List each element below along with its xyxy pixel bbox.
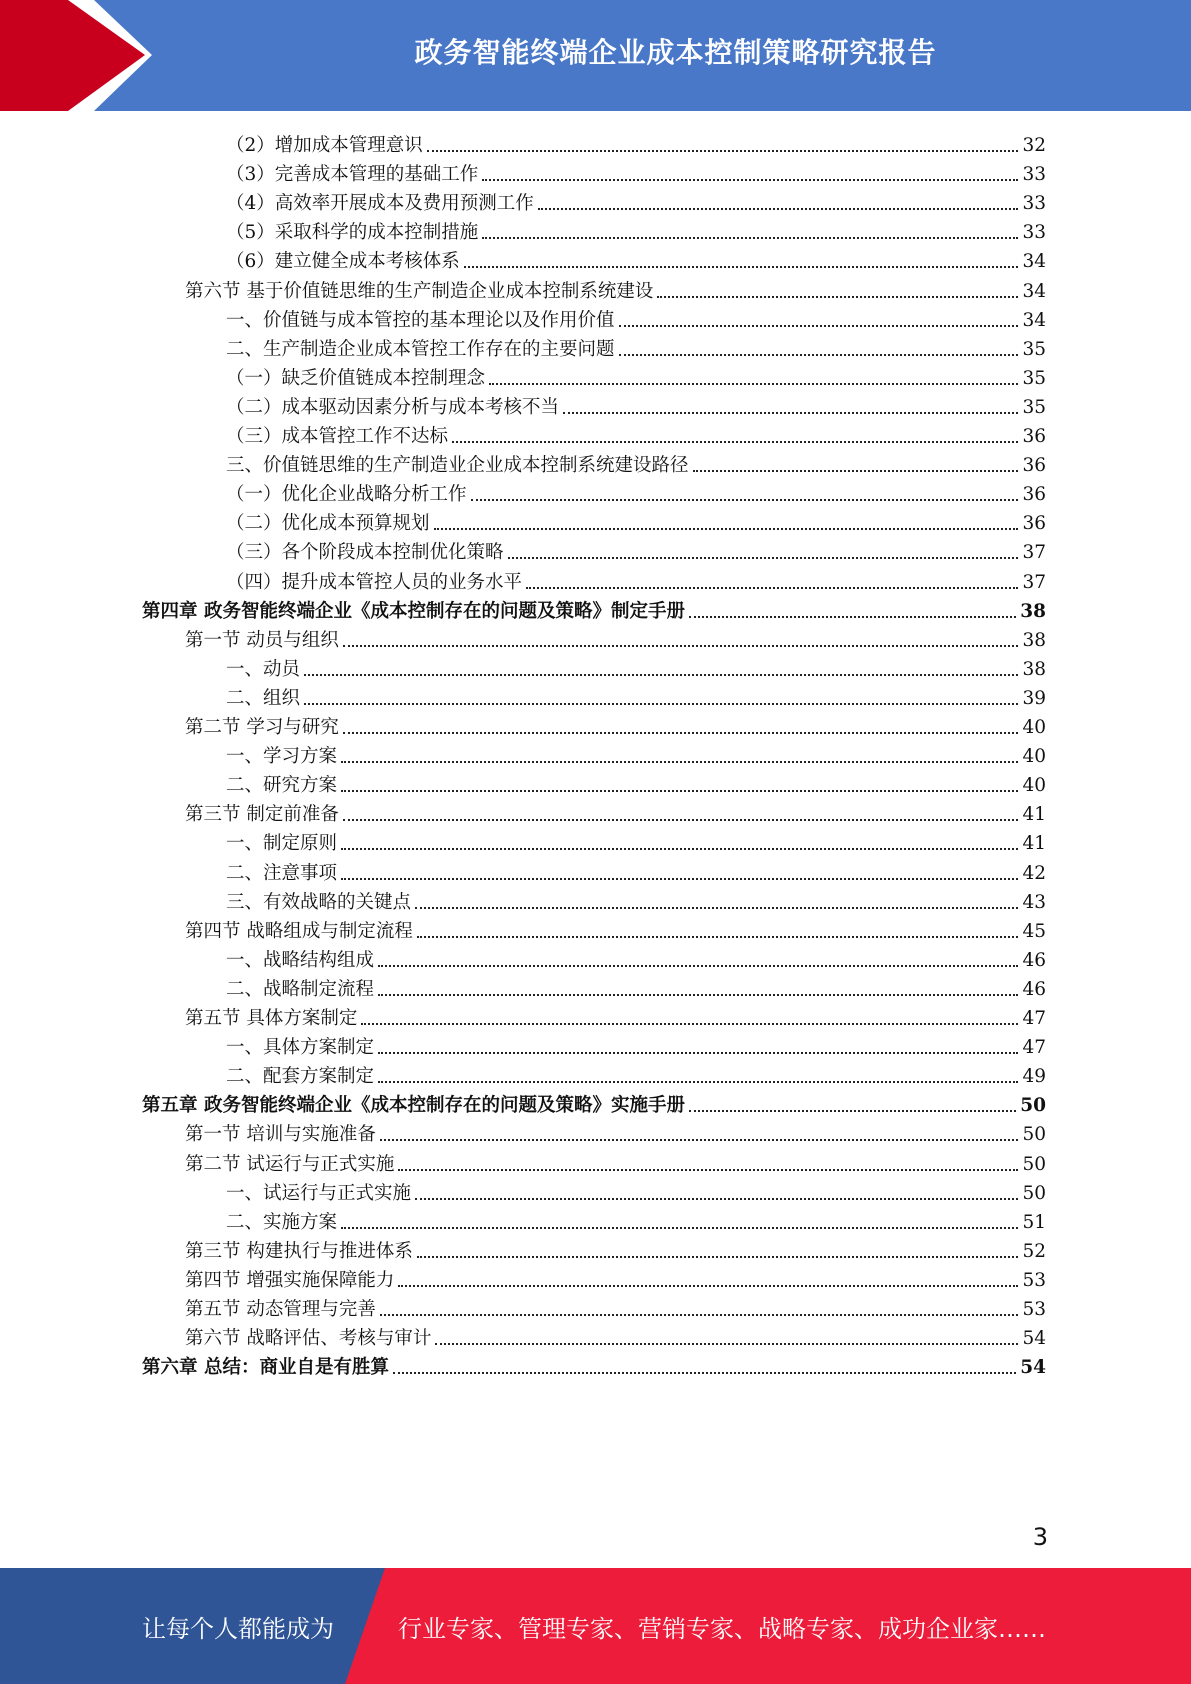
toc-entry-page: 43 <box>1022 891 1046 913</box>
toc-entry-title: 第六节 战略评估、考核与审计 <box>185 1328 432 1350</box>
toc-dot-leader <box>343 644 1019 647</box>
toc-entry[interactable] <box>185 1146 1046 1177</box>
toc-dot-leader <box>689 1109 1016 1112</box>
toc-dot-leader <box>657 295 1018 298</box>
toc-dot-leader <box>343 731 1019 734</box>
toc-entry[interactable] <box>185 1262 1046 1293</box>
toc-entry-title: （一）优化企业战略分析工作 <box>226 484 467 506</box>
toc-entry-page: 40 <box>1022 717 1046 738</box>
toc-entry-title: 第四章 政务智能终端企业《成本控制存在的问题及策略》制定手册 <box>142 600 685 622</box>
toc-entry-page: 47 <box>1022 1037 1046 1059</box>
toc-entry-page: 39 <box>1022 687 1046 709</box>
toc-dot-leader <box>341 760 1018 763</box>
header-arrow-icon <box>0 0 145 111</box>
toc-dot-leader <box>341 789 1018 792</box>
toc-entry[interactable] <box>226 1029 1046 1060</box>
toc-entry-title: 二、生产制造企业成本管控工作存在的主要问题 <box>226 338 615 360</box>
toc-dot-leader <box>304 702 1018 705</box>
toc-entry-page: 46 <box>1022 978 1046 1000</box>
toc-entry-page: 32 <box>1022 135 1046 156</box>
toc-dot-leader <box>380 1138 1019 1141</box>
toc-entry-page: 53 <box>1022 1299 1046 1320</box>
toc-dot-leader <box>341 1226 1018 1229</box>
toc-entry[interactable] <box>185 1233 1046 1264</box>
toc-entry-page: 53 <box>1022 1269 1046 1291</box>
toc-entry[interactable] <box>226 942 1046 973</box>
toc-entry-title: （二）优化成本预算规划 <box>226 513 430 535</box>
toc-entry-title: 一、学习方案 <box>226 746 338 768</box>
toc-entry-title: 一、价值链与成本管控的基本理论以及作用价值 <box>226 309 615 331</box>
toc-entry[interactable] <box>226 564 1046 595</box>
toc-entry-title: （四）提升成本管控人员的业务水平 <box>226 571 523 593</box>
toc-entry[interactable] <box>185 913 1046 944</box>
toc-entry-page: 49 <box>1022 1066 1046 1088</box>
toc-dot-leader <box>471 498 1019 501</box>
toc-entry-page: 54 <box>1022 1328 1046 1350</box>
toc-entry[interactable] <box>185 1000 1046 1031</box>
toc-entry[interactable] <box>226 476 1046 507</box>
toc-entry-page: 33 <box>1022 164 1046 186</box>
toc-entry-page: 38 <box>1022 658 1046 680</box>
toc-entry-title: 第五节 动态管理与完善 <box>185 1299 376 1320</box>
toc-dot-leader <box>689 615 1016 618</box>
toc-entry-title: 一、具体方案制定 <box>226 1037 375 1059</box>
toc-entry-title: 二、组织 <box>226 687 301 709</box>
page-footer <box>0 1568 1191 1684</box>
toc-dot-leader <box>415 906 1018 909</box>
toc-entry-page: 41 <box>1022 804 1046 826</box>
toc-entry-title: 二、注意事项 <box>226 862 338 884</box>
toc-entry-title: （5）采取科学的成本控制措施 <box>226 222 479 244</box>
toc-entry-page: 36 <box>1022 426 1046 447</box>
toc-entry-page: 35 <box>1022 338 1046 360</box>
toc-entry-title: 第四节 战略组成与制定流程 <box>185 920 413 942</box>
toc-entry-page: 47 <box>1022 1008 1046 1029</box>
toc-dot-leader <box>378 993 1018 996</box>
toc-entry-title: 第六章 总结：商业自是有胜算 <box>142 1357 389 1379</box>
toc-entry-page: 37 <box>1022 542 1046 564</box>
toc-entry-page: 52 <box>1022 1240 1046 1262</box>
toc-entry-page: 34 <box>1022 251 1046 273</box>
toc-dot-leader <box>508 556 1019 559</box>
page-number: 3 <box>1032 1523 1048 1551</box>
toc-entry-page: 37 <box>1022 571 1046 593</box>
toc-entry[interactable] <box>142 1087 1046 1118</box>
toc-entry-title: 一、战略结构组成 <box>226 949 375 971</box>
toc-entry[interactable] <box>185 709 1046 740</box>
toc-entry[interactable] <box>226 156 1046 187</box>
toc-dot-leader <box>398 1284 1018 1287</box>
toc-entry-page: 38 <box>1022 629 1046 651</box>
toc-entry-page: 41 <box>1022 833 1046 855</box>
toc-dot-leader <box>563 411 1018 414</box>
toc-entry-title: 一、试运行与正式实施 <box>226 1182 412 1204</box>
toc-entry-title: 二、实施方案 <box>226 1211 338 1233</box>
toc-entry-title: （二）成本驱动因素分析与成本考核不当 <box>226 396 560 418</box>
toc-dot-leader <box>398 1168 1018 1171</box>
toc-entry-title: 第一节 培训与实施准备 <box>185 1124 376 1146</box>
toc-entry-page: 36 <box>1022 484 1046 506</box>
toc-entry-title: 一、动员 <box>226 658 301 680</box>
toc-entry[interactable] <box>226 418 1046 449</box>
toc-dot-leader <box>304 673 1018 676</box>
toc-dot-leader <box>434 527 1019 530</box>
toc-entry-title: （3）完善成本管理的基础工作 <box>226 164 479 186</box>
toc-entry[interactable] <box>185 622 1046 653</box>
toc-entry[interactable] <box>226 738 1046 769</box>
toc-entry-page: 42 <box>1022 862 1046 884</box>
toc-dot-leader <box>435 1342 1018 1345</box>
toc-entry-page: 34 <box>1022 280 1046 302</box>
toc-entry[interactable] <box>226 971 1046 1002</box>
toc-dot-leader <box>427 149 1019 152</box>
toc-dot-leader <box>693 469 1019 472</box>
toc-dot-leader <box>538 207 1019 210</box>
toc-entry-title: （三）成本管控工作不达标 <box>226 426 449 447</box>
toc-entry-page: 50 <box>1022 1153 1046 1175</box>
toc-entry-title: 第五章 政务智能终端企业《成本控制存在的问题及策略》实施手册 <box>142 1095 685 1117</box>
toc-dot-leader <box>361 1022 1018 1025</box>
toc-dot-leader <box>482 236 1018 239</box>
toc-dot-leader <box>417 935 1019 938</box>
header-title: 政务智能终端企业成本控制策略研究报告 <box>414 35 937 69</box>
toc-entry[interactable] <box>226 534 1046 565</box>
toc-dot-leader <box>464 265 1019 268</box>
toc-dot-leader <box>343 818 1019 821</box>
toc-dot-leader <box>378 964 1018 967</box>
toc-entry-page: 36 <box>1022 513 1046 535</box>
toc-entry-page: 33 <box>1022 222 1046 244</box>
toc-dot-leader <box>526 586 1018 589</box>
toc-entry[interactable] <box>226 884 1046 915</box>
toc-dot-leader <box>619 324 1019 327</box>
toc-entry-title: 二、配套方案制定 <box>226 1066 375 1088</box>
toc-entry-title: （6）建立健全成本考核体系 <box>226 251 460 273</box>
toc-dot-leader <box>378 1051 1018 1054</box>
toc-entry[interactable] <box>226 302 1046 333</box>
toc-entry-page: 46 <box>1022 949 1046 971</box>
toc-entry-title: 三、价值链思维的生产制造业企业成本控制系统建设路径 <box>226 455 689 477</box>
toc-entry[interactable] <box>142 593 1046 624</box>
toc-entry-title: 第六节 基于价值链思维的生产制造企业成本控制系统建设 <box>185 280 654 302</box>
toc-entry-page: 40 <box>1022 775 1046 797</box>
toc-entry-page: 50 <box>1022 1182 1046 1204</box>
toc-entry[interactable] <box>226 855 1046 886</box>
toc-entry[interactable] <box>226 767 1046 798</box>
toc-dot-leader <box>378 1080 1018 1083</box>
toc-entry[interactable] <box>142 1349 1046 1380</box>
toc-entry[interactable] <box>185 1320 1046 1351</box>
toc-entry-page: 33 <box>1022 193 1046 215</box>
toc-entry[interactable] <box>226 651 1046 682</box>
toc-entry[interactable] <box>226 360 1046 391</box>
toc-dot-leader <box>482 178 1018 181</box>
toc-entry[interactable] <box>226 825 1046 856</box>
toc-entry[interactable] <box>226 680 1046 711</box>
toc-dot-leader <box>393 1371 1016 1374</box>
toc-entry-page: 34 <box>1022 309 1046 331</box>
toc-dot-leader <box>417 1255 1019 1258</box>
toc-entry-page: 45 <box>1022 920 1046 942</box>
toc-entry-title: 二、战略制定流程 <box>226 978 375 1000</box>
toc-entry[interactable] <box>226 127 1046 158</box>
toc-entry[interactable] <box>226 447 1046 478</box>
toc-entry[interactable] <box>226 185 1046 216</box>
toc-entry-title: 第二节 学习与研究 <box>185 717 339 738</box>
toc-entry[interactable] <box>185 1291 1046 1322</box>
toc-entry[interactable] <box>226 505 1046 536</box>
toc-entry[interactable] <box>226 389 1046 420</box>
toc-dot-leader <box>341 847 1018 850</box>
page-header <box>0 0 1191 111</box>
toc-entry[interactable] <box>226 331 1046 362</box>
toc-entry[interactable] <box>226 243 1046 274</box>
footer-slogan-right: 行业专家、管理专家、营销专家、战略专家、成功企业家…… <box>398 1614 1046 1643</box>
toc-entry-page: 51 <box>1022 1211 1046 1233</box>
toc-dot-leader <box>380 1313 1019 1316</box>
toc-entry-title: 第二节 试运行与正式实施 <box>185 1153 395 1175</box>
toc-entry-title: （三）各个阶段成本控制优化策略 <box>226 542 504 564</box>
toc-entry-page: 38 <box>1020 600 1046 622</box>
toc-dot-leader <box>489 382 1018 385</box>
toc-entry-title: 第三节 构建执行与推进体系 <box>185 1240 413 1262</box>
toc-entry-page: 35 <box>1022 367 1046 389</box>
toc-dot-leader <box>452 440 1018 443</box>
toc-entry-page: 50 <box>1022 1124 1046 1146</box>
toc-entry-page: 40 <box>1022 746 1046 768</box>
footer-slogan-left: 让每个人都能成为 <box>142 1614 334 1643</box>
toc-entry-title: （一）缺乏价值链成本控制理念 <box>226 367 486 389</box>
toc-entry-page: 54 <box>1020 1357 1046 1379</box>
toc-entry-title: （4）高效率开展成本及费用预测工作 <box>226 193 534 215</box>
toc-entry-page: 50 <box>1020 1095 1046 1117</box>
toc-dot-leader <box>341 877 1018 880</box>
toc-entry-title: 第五节 具体方案制定 <box>185 1008 358 1029</box>
toc-entry[interactable] <box>226 214 1046 245</box>
toc-entry[interactable] <box>185 273 1046 304</box>
toc-entry[interactable] <box>226 1175 1046 1206</box>
toc-entry-page: 36 <box>1022 455 1046 477</box>
toc-entry-title: 第四节 增强实施保障能力 <box>185 1269 395 1291</box>
toc-entry-title: 第三节 制定前准备 <box>185 804 339 826</box>
toc-entry[interactable] <box>185 796 1046 827</box>
toc-entry[interactable] <box>185 1116 1046 1147</box>
toc-entry[interactable] <box>226 1204 1046 1235</box>
toc-entry-page: 35 <box>1022 396 1046 418</box>
toc-dot-leader <box>619 353 1019 356</box>
toc-dot-leader <box>415 1197 1018 1200</box>
toc-entry[interactable] <box>226 1058 1046 1089</box>
toc-entry-title: 第一节 动员与组织 <box>185 629 339 651</box>
toc-entry-title: （2）增加成本管理意识 <box>226 135 423 156</box>
toc-entry-title: 二、研究方案 <box>226 775 338 797</box>
toc-entry-title: 一、制定原则 <box>226 833 338 855</box>
toc-entry-title: 三、有效战略的关键点 <box>226 891 412 913</box>
